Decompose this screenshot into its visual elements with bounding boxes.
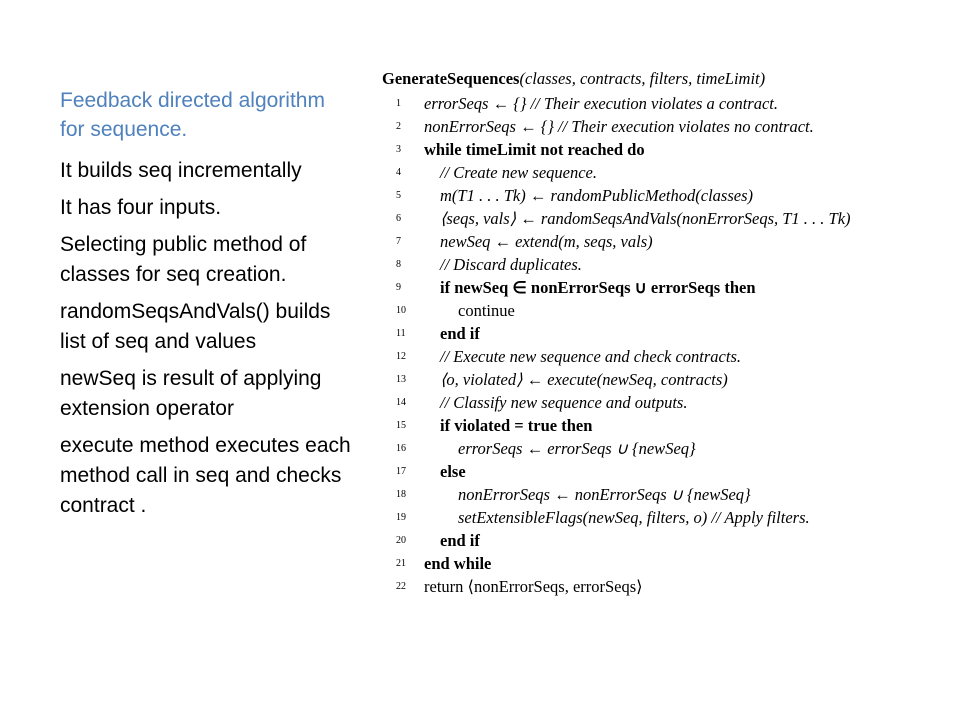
bullet-item: It has four inputs. (60, 196, 222, 219)
line-number: 10 (396, 305, 406, 316)
line-code: errorSeqs ← errorSeqs ∪ {newSeq} (458, 439, 696, 458)
line-number: 19 (396, 512, 406, 523)
algorithm-line (382, 184, 922, 207)
algorithm-name: GenerateSequences (382, 69, 520, 88)
algorithm-line (382, 575, 922, 598)
algorithm-line (382, 368, 922, 391)
line-code: // Classify new sequence and outputs. (440, 393, 688, 412)
algorithm-line (382, 391, 922, 414)
line-code: if violated = true then (440, 416, 593, 435)
line-number: 15 (396, 420, 406, 431)
algorithm-line (382, 161, 922, 184)
algorithm-line (382, 253, 922, 276)
algorithm-line (382, 115, 922, 138)
line-code: m(T1 . . . Tk) ← randomPublicMethod(classes) (440, 186, 754, 205)
line-number: 6 (396, 213, 401, 224)
algorithm-line (382, 345, 922, 368)
line-code: end if (440, 531, 480, 550)
slide-title: Feedback directed algorithm for sequence. (60, 89, 325, 141)
line-number: 11 (396, 328, 406, 339)
algorithm-lines (382, 92, 922, 598)
line-code: else (440, 462, 466, 481)
line-code: ⟨o, violated⟩ ← execute(newSeq, contracts) (440, 370, 728, 389)
bullet-item: randomSeqsAndVals() builds list of seq and values (60, 300, 331, 353)
algorithm-line (382, 207, 922, 230)
algorithm-line (382, 460, 922, 483)
bullet-item: Selecting public method of classes for seq creation. (60, 233, 307, 286)
line-code: // Discard duplicates. (440, 255, 582, 274)
algorithm-header (382, 66, 922, 92)
algorithm-args: (classes, contracts, filters, timeLimit) (519, 69, 766, 88)
bullet-item: newSeq is result of applying extension operator (60, 367, 322, 420)
algorithm-line (382, 299, 922, 322)
line-code: nonErrorSeqs ← nonErrorSeqs ∪ {newSeq} (458, 485, 751, 504)
line-code: newSeq ← extend(m, seqs, vals) (440, 232, 653, 251)
algorithm-line (382, 437, 922, 460)
line-code: setExtensibleFlags(newSeq, filters, o) // Apply filters. (458, 508, 810, 527)
line-number: 13 (396, 374, 406, 385)
line-code: continue (458, 301, 515, 320)
line-code: errorSeqs ← {} // Their execution violates a contract. (424, 94, 778, 113)
line-number: 12 (396, 351, 406, 362)
line-number: 4 (396, 167, 401, 178)
line-code: while timeLimit not reached do (424, 140, 645, 159)
line-number: 5 (396, 190, 401, 201)
line-number: 14 (396, 397, 406, 408)
bullet-item: execute method executes each method call in seq and checks contract . (60, 434, 351, 517)
line-code: // Create new sequence. (440, 163, 598, 182)
algorithm-line (382, 138, 922, 161)
algorithm-line (382, 529, 922, 552)
line-number: 22 (396, 581, 406, 592)
line-code: return ⟨nonErrorSeqs, errorSeqs⟩ (424, 577, 643, 596)
algorithm-line (382, 483, 922, 506)
line-number: 8 (396, 259, 401, 270)
line-number: 3 (396, 144, 401, 155)
line-number: 20 (396, 535, 406, 546)
algorithm-line (382, 230, 922, 253)
line-code: end while (424, 554, 492, 573)
algorithm-listing (382, 66, 922, 598)
line-number: 17 (396, 466, 406, 477)
line-number: 18 (396, 489, 406, 500)
line-number: 16 (396, 443, 406, 454)
line-code: // Execute new sequence and check contracts. (440, 347, 741, 366)
line-number: 9 (396, 282, 401, 293)
algorithm-line (382, 506, 922, 529)
line-code: end if (440, 324, 480, 343)
line-number: 21 (396, 558, 406, 569)
algorithm-line (382, 552, 922, 575)
bullet-list (60, 156, 360, 528)
bullet-item: It builds seq incrementally (60, 159, 302, 182)
line-code: if newSeq ∈ nonErrorSeqs ∪ errorSeqs then (440, 278, 756, 297)
algorithm-line (382, 92, 922, 115)
line-number: 2 (396, 121, 401, 132)
line-code: nonErrorSeqs ← {} // Their execution violates no contract. (424, 117, 814, 136)
line-number: 7 (396, 236, 401, 247)
line-number: 1 (396, 98, 401, 109)
line-code: ⟨seqs, vals⟩ ← randomSeqsAndVals(nonErrorSeqs, T1 . . . Tk) (440, 209, 851, 228)
algorithm-line (382, 322, 922, 345)
algorithm-line (382, 414, 922, 437)
algorithm-line (382, 276, 922, 299)
